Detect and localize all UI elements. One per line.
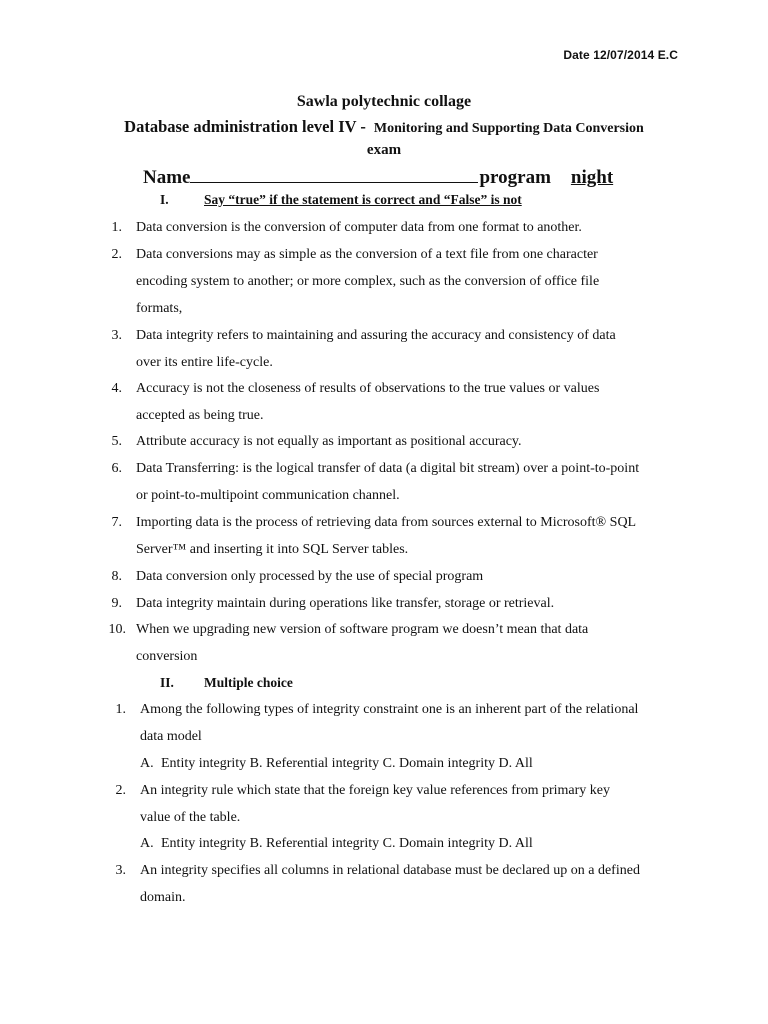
question-line: value of the table. [140, 810, 241, 825]
option-letter: A. [140, 756, 154, 771]
name-blank-field[interactable] [190, 166, 478, 183]
name-program-line [143, 166, 613, 189]
program-label: program [479, 167, 551, 188]
question-line: domain. [140, 890, 186, 905]
question-number: 2. [115, 783, 126, 798]
question-number: 5. [111, 434, 122, 449]
question-line: Accuracy is not the closeness of results of observations to the true values or values [136, 381, 600, 396]
question-line: accepted as being true. [136, 408, 264, 423]
section-2-heading [160, 675, 460, 695]
section-2-number: II. [160, 675, 174, 690]
question-line: or point-to-multipoint communication channel. [136, 488, 400, 503]
exam-label: exam [366, 142, 402, 158]
option-text: Entity integrity B. Referential integrity C. Domain integrity D. All [161, 756, 533, 771]
question-text [136, 214, 582, 241]
question-line: Attribute accuracy is not equally as important as positional accuracy. [136, 434, 522, 449]
question-line: Data conversion only processed by the use of special program [136, 569, 484, 584]
question-line: Data integrity maintain during operations like transfer, storage or retrieval. [136, 596, 555, 611]
question-text [136, 590, 554, 617]
question-line: Data conversions may as simple as the conversion of a text file from one character [136, 247, 598, 262]
school-name: Sawla polytechnic collage [296, 93, 472, 110]
mc-question-3 [100, 857, 700, 911]
question-number: 4. [111, 381, 122, 396]
tf-question-8 [96, 563, 696, 590]
tf-question-2 [96, 241, 696, 322]
question-text [136, 428, 522, 455]
section-1-number: I. [160, 192, 169, 207]
question-line: An integrity specifies all columns in relational database must be declared up on a defined [140, 863, 640, 878]
question-line: over its entire life-cycle. [136, 355, 273, 370]
question-text [136, 241, 599, 322]
question-line: Importing data is the process of retrieving data from sources external to Microsoft® SQL [136, 515, 637, 530]
question-number: 10. [108, 622, 126, 637]
question-number: 3. [115, 863, 126, 878]
question-line: Data integrity refers to maintaining and assuring the accuracy and consistency of data [136, 328, 616, 343]
question-number: 7. [111, 515, 122, 530]
question-line: Server™ and inserting it into SQL Server tables. [136, 542, 409, 557]
exam-date: Date 12/07/2014 E.C [563, 48, 678, 62]
question-number: 9. [111, 596, 122, 611]
question-line: Among the following types of integrity constraint one is an inherent part of the relational [140, 702, 639, 717]
question-number: 2. [111, 247, 122, 262]
course-name: Database administration level IV - [124, 117, 366, 136]
question-line: When we upgrading new version of software program we doesn’t mean that data [136, 622, 589, 637]
section-1-heading [160, 192, 580, 212]
mc-question-1-options [140, 750, 660, 777]
mc-question-1 [100, 696, 700, 750]
name-label: Name [143, 167, 191, 188]
course-title [0, 117, 768, 137]
tf-question-9 [96, 590, 696, 617]
question-text [136, 509, 636, 563]
option-text: Entity integrity B. Referential integrity C. Domain integrity D. All [161, 836, 533, 851]
question-line: An integrity rule which state that the foreign key value references from primary key [140, 783, 610, 798]
tf-question-4 [96, 375, 696, 429]
mc-question-2-options [140, 830, 660, 857]
tf-question-3 [96, 322, 696, 376]
section-1-title: Say “true” if the statement is correct and “False” is not [204, 192, 522, 207]
question-text [140, 777, 610, 831]
question-number: 3. [111, 328, 122, 343]
question-line: Data conversion is the conversion of computer data from one format to another. [136, 220, 582, 235]
question-line: Data Transferring: is the logical transfer of data (a digital bit stream) over a point-to-point [136, 461, 640, 476]
tf-question-10 [96, 616, 696, 670]
question-text [140, 857, 640, 911]
question-number: 1. [111, 220, 122, 235]
question-text [136, 375, 599, 429]
question-text [136, 616, 588, 670]
question-line: encoding system to another; or more complex, such as the conversion of office file [136, 274, 600, 289]
tf-question-6 [96, 455, 696, 509]
question-number: 1. [115, 702, 126, 717]
question-text [136, 455, 639, 509]
question-text [136, 322, 616, 376]
section-2-title: Multiple choice [204, 675, 293, 690]
question-text [136, 563, 483, 590]
question-number: 8. [111, 569, 122, 584]
tf-question-5 [96, 428, 696, 455]
question-text [140, 696, 638, 750]
tf-question-7 [96, 509, 696, 563]
night-label: night [570, 167, 614, 188]
question-line: data model [140, 729, 202, 744]
course-subtitle: Monitoring and Supporting Data Conversion [373, 121, 644, 136]
question-line: conversion [136, 649, 198, 664]
mc-question-2 [100, 777, 700, 831]
question-line: formats, [136, 301, 183, 316]
question-number: 6. [111, 461, 122, 476]
option-letter: A. [140, 836, 154, 851]
tf-question-1 [96, 214, 696, 241]
